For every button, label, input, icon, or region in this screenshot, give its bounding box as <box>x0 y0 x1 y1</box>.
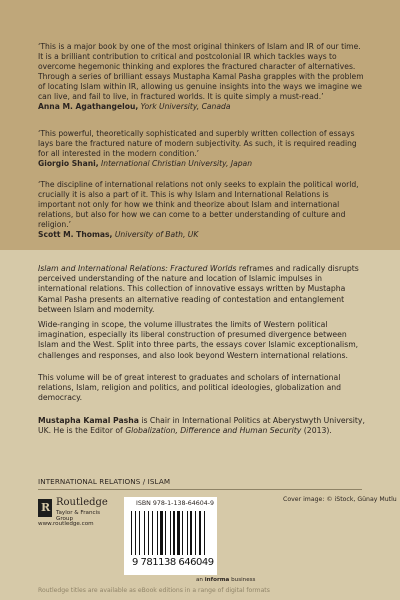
description-text: reframes and radically disrupts perceived understanding of the nature and location of Islamic impulses in international relations. This collection of innovative essays written by Mustapha Kamal Pasha presents an alternative reading of contestation and entanglement between Islam and modernity. <box>38 264 359 314</box>
barcode-bar <box>182 511 183 555</box>
barcode-bar <box>137 511 138 555</box>
author-name: Mustapha Kamal Pasha <box>38 416 139 425</box>
barcode-bar <box>157 511 158 555</box>
description-text: Wide-ranging in scope, the volume illustrates the limits of Western political imagination, especially its liberal construction of presumed divergence between Islam and the West. Split into three parts, the essays cover Islamic exceptionalism, challenges and responses, and also look beyond Western international relations. <box>38 320 359 360</box>
barcode-bar <box>190 511 192 555</box>
isbn-text: ISBN 978-1-138-64604-9 <box>136 500 215 507</box>
review-affiliation: York University, Canada <box>140 102 231 111</box>
author-bio <box>38 416 368 436</box>
barcode-bar <box>154 511 156 555</box>
barcode-number: 9 781138 646049 <box>132 557 214 568</box>
review-name: Giorgio Shani, <box>38 159 99 168</box>
barcode-bar <box>165 511 166 555</box>
barcode-block <box>124 497 217 575</box>
barcode-bar <box>131 511 132 555</box>
author-text: is Chair in International Politics at Aberystwyth University, UK. He is the Editor of <box>38 416 365 436</box>
informa-name: informa <box>204 577 230 583</box>
barcode-bars <box>131 511 207 555</box>
barcode-bar <box>193 511 195 555</box>
review-quote: ‘This powerful, theoretically sophisticated and superbly written collection of essays lays bare the fractured nature of modern subjectivity. As such, it is required reading for all interested in the modern condition.’ <box>38 129 357 158</box>
author-book-title: Globalization, Difference and Human Security <box>125 426 302 436</box>
barcode-bar <box>171 511 172 555</box>
author-text-end: (2013). <box>301 426 332 436</box>
informa-prefix: an <box>196 577 203 583</box>
barcode-bar <box>184 511 186 555</box>
routledge-r-icon <box>38 499 52 517</box>
barcode-bar <box>188 511 189 555</box>
description-text: This volume will be of great interest to graduates and scholars of international relations, Islam, religion and politics, and political ideologies, globalization and democracy. <box>38 373 342 403</box>
ebook-note: Routledge titles are available as eBook editions in a range of digital formats <box>38 587 270 594</box>
book-title: Islam and International Relations: Fractured Worlds <box>38 264 237 273</box>
informa-suffix: business <box>231 577 256 583</box>
publisher-group: Taylor & Francis Group <box>56 510 101 522</box>
informa-business <box>196 577 255 583</box>
barcode-bar <box>197 511 198 555</box>
barcode-bar <box>144 511 145 555</box>
description-paragraph-3 <box>38 373 368 404</box>
barcode-bar <box>195 511 196 555</box>
review-2 <box>38 129 368 169</box>
review-quote: ‘The discipline of international relations not only seeks to explain the political world, crucially it is also a part of it. This is why Islam and International Relations is important not only for how we think and theorize about Islam and international relations, but also for how we can come to a better understanding of culture and religion.’ <box>38 180 359 229</box>
barcode-bar <box>141 511 143 555</box>
barcode-bar <box>146 511 148 555</box>
barcode-bar <box>133 511 134 555</box>
publisher-url: www.routledge.com <box>38 521 94 527</box>
barcode-bar <box>181 511 182 555</box>
barcode-bar <box>199 511 201 555</box>
review-1 <box>38 42 368 112</box>
barcode-bar <box>206 511 208 555</box>
description-paragraph-1 <box>38 264 368 315</box>
barcode-bar <box>135 511 137 555</box>
divider <box>38 489 362 490</box>
barcode-bar <box>202 511 203 555</box>
reviews-panel <box>0 0 400 250</box>
review-name: Anna M. Agathangelou, <box>38 102 139 111</box>
review-3 <box>38 180 368 240</box>
publisher-name: Routledge <box>56 497 108 508</box>
review-affiliation: International Christian University, Japan <box>101 159 253 168</box>
barcode-bar <box>158 511 159 555</box>
barcode-bar <box>164 511 165 555</box>
barcode-bar <box>170 511 171 555</box>
barcode-bar <box>173 511 175 555</box>
barcode-bar <box>177 511 179 555</box>
review-affiliation: University of Bath, UK <box>114 230 199 239</box>
subject-category: INTERNATIONAL RELATIONS / ISLAM <box>38 477 171 486</box>
description-paragraph-2 <box>38 320 368 361</box>
barcode-bar <box>176 511 177 555</box>
review-quote: ‘This is a major book by one of the most original thinkers of Islam and IR of our time. It is a brilliant contribution to critical and postcolonial IR which tackles ways to overcome hegemonic thinking and explores the fractured character of alternatives. Through a series of brilliant essays Mustapha Kamal Pasha grapples with the problem of locating Islam within IR, allowing us genuine insights into the ways we imagine we can live, and fail to live, in fractured worlds. It is quite simply a must-read.’ <box>38 42 364 101</box>
barcode-bar <box>204 511 205 555</box>
barcode-bar <box>139 511 140 555</box>
barcode-bar <box>187 511 188 555</box>
barcode-bar <box>150 511 151 555</box>
barcode-bar <box>148 511 149 555</box>
publisher-logo <box>38 497 118 549</box>
barcode-bar <box>152 511 154 555</box>
cover-credit: Cover image: © iStock, Günay Mutlu <box>283 496 397 503</box>
barcode-bar <box>160 511 162 555</box>
review-name: Scott M. Thomas, <box>38 230 113 239</box>
barcode-bar <box>167 511 169 555</box>
